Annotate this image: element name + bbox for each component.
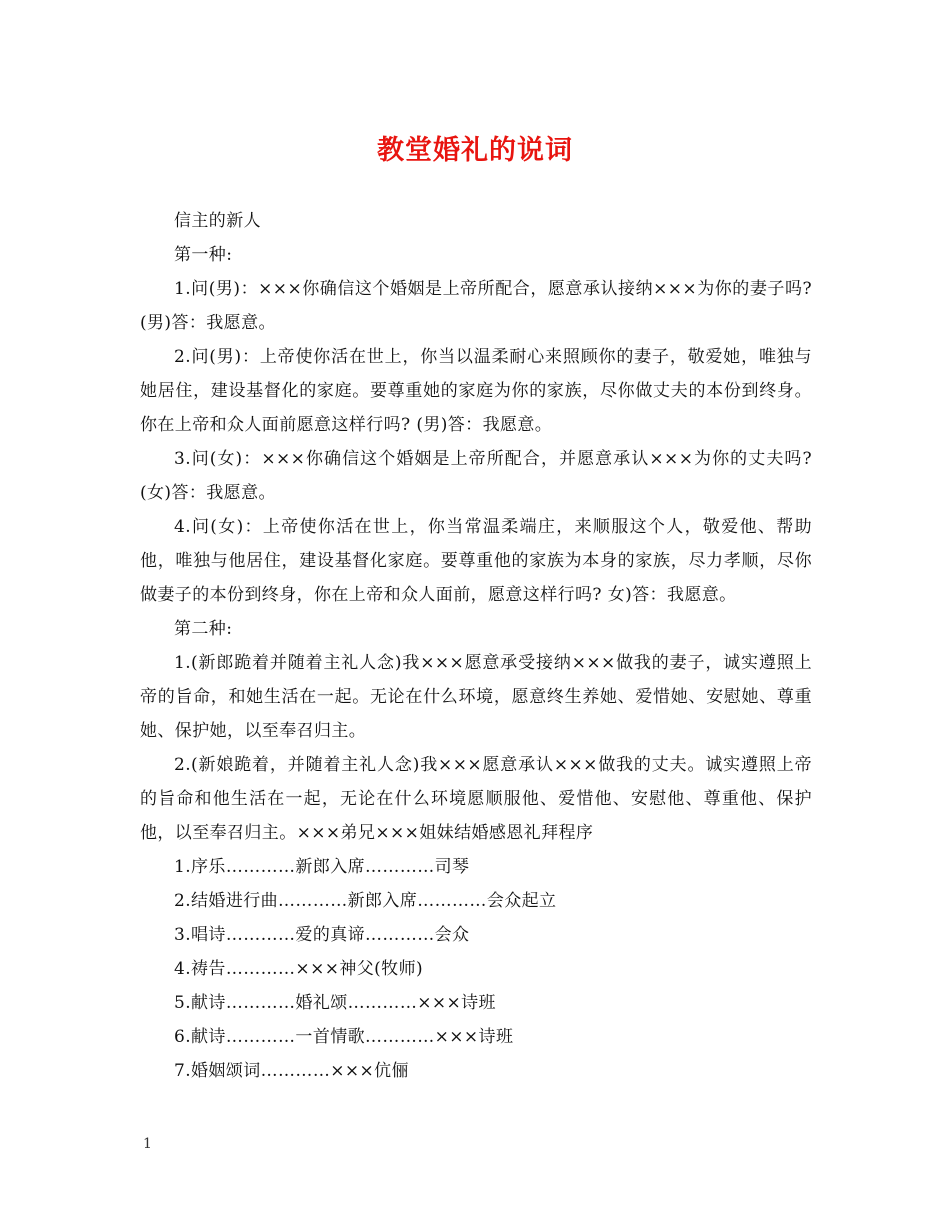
page-number: 1 — [143, 1136, 152, 1152]
paragraph: 2.问(男)：上帝使你活在世上，你当以温柔耐心来照顾你的妻子，敬爱她，唯独与她居住，建设基督化的家庭。要尊重她的家庭为你的家族，尽你做丈夫的本份到终身。你在上帝和众人面前愿意这样行吗? (男)答：我愿意。 — [140, 347, 812, 435]
list-item: 5.献诗…………婚礼颂…………×××诗班 — [174, 993, 496, 1013]
list-item: 1.序乐…………新郎入席…………司琴 — [174, 857, 470, 877]
paragraph: 第一种: — [174, 245, 233, 265]
list-item: 7.婚姻颂词…………×××伉俪 — [174, 1061, 409, 1081]
paragraph: 1.(新郎跪着并随着主礼人念)我×××愿意承受接纳×××做我的妻子，诚实遵照上帝的旨命，和她生活在一起。无论在什么环境，愿意终生养她、爱惜她、安慰她、尊重她、保护她，以至奉召归主。 — [140, 653, 812, 741]
paragraph: 第二种: — [174, 619, 233, 639]
list-item: 6.献诗…………一首情歌…………×××诗班 — [174, 1027, 514, 1047]
paragraph: 1.问(男)：×××你确信这个婚姻是上帝所配合，愿意承认接纳×××为你的妻子吗? (男)答：我愿意。 — [140, 279, 812, 333]
list-item: 2.结婚进行曲…………新郎入席…………会众起立 — [174, 891, 557, 911]
paragraph: 4.问(女)：上帝使你活在世上，你当常温柔端庄，来顺服这个人，敬爱他、帮助他，唯独与他居住，建设基督化家庭。要尊重他的家族为本身的家族，尽力孝顺，尽你做妻子的本份到终身，你在上帝和众人面前，愿意这样行吗? 女)答：我愿意。 — [140, 517, 812, 605]
list-item: 4.祷告…………×××神父(牧师) — [174, 959, 424, 979]
list-item: 3.唱诗…………爱的真谛…………会众 — [174, 925, 470, 945]
document-title: 教堂婚礼的说词 — [377, 135, 573, 166]
document-body — [140, 204, 812, 1088]
paragraph: 3.问(女)：×××你确信这个婚姻是上帝所配合，并愿意承认×××为你的丈夫吗? (女)答：我愿意。 — [140, 449, 812, 503]
paragraph: 2.(新娘跪着，并随着主礼人念)我×××愿意承认×××做我的丈夫。诚实遵照上帝的旨命和他生活在一起，无论在什么环境愿顺服他、爱惜他、安慰他、尊重他、保护他，以至奉召归主。×××弟兄×××姐妹结婚感恩礼拜程序 — [140, 755, 812, 843]
paragraph: 信主的新人 — [174, 211, 261, 231]
